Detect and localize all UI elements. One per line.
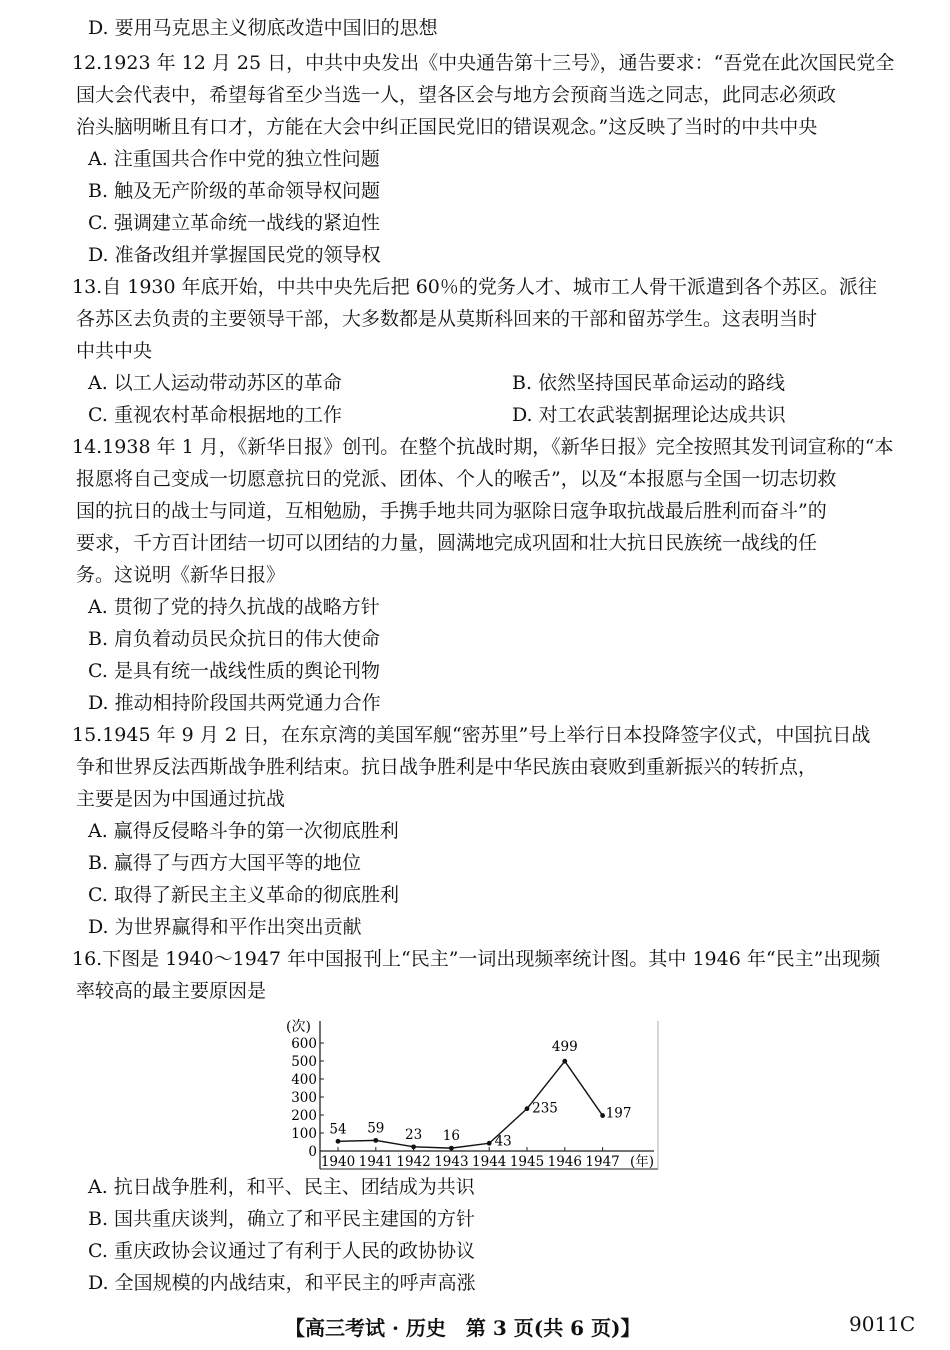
q13-stem-line-1: 13.自 1930 年底开始，中共中央先后把 60％的党务人才、城市工人骨干派遣到各个苏区。派往 (72, 271, 912, 303)
q15-option-c: C. 取得了新民主主义革命的彻底胜利 (88, 884, 399, 906)
data-point (411, 1144, 416, 1149)
q15-option-a: A. 赢得反侵略斗争的第一次彻底胜利 (88, 820, 399, 842)
data-label: 235 (532, 1100, 558, 1117)
q14-number: 14. (72, 436, 103, 458)
x-tick-label: 1943 (434, 1154, 469, 1170)
q13-option-c: C. 重视农村革命根据地的工作 (88, 404, 342, 426)
q15-stem-line-2: 争和世界反法西斯战争胜利结束。抗日战争胜利是中华民族由衰败到重新振兴的转折点， (76, 756, 818, 778)
q14-option-a: A. 贯彻了党的持久抗战的战略方针 (88, 596, 380, 618)
q14-stem-line-1: 14.1938 年 1 月，《新华日报》创刊。在整个抗战时期，《新华日报》完全按照其发刊词宣称的“本 (72, 431, 912, 463)
q12-option-c: C. 强调建立革命统一战线的紧迫性 (88, 212, 380, 234)
q16-number: 16. (72, 948, 103, 970)
x-tick-label: 1947 (585, 1154, 620, 1170)
data-label: 499 (551, 1039, 578, 1056)
data-label: 197 (605, 1105, 632, 1122)
x-tick-label: 1942 (396, 1154, 431, 1170)
data-label: 59 (367, 1120, 385, 1137)
y-tick-label: 500 (291, 1054, 317, 1070)
q12-stem-line-2: 国大会代表中，希望每省至少当选一人，望各区会与地方会预商当选之同志，此同志必须政 (76, 84, 837, 106)
q16-stem-line-1: 16.下图是 1940～1947 年中国报刊上“民主”一词出现频率统计图。其中 1946 年“民主”出现频 (72, 943, 912, 975)
paper-code: 9011C (849, 1312, 916, 1336)
q13-option-d: D. 对工农武装割据理论达成共识 (512, 404, 786, 426)
y-tick-label: 600 (291, 1036, 317, 1052)
y-tick-label: 400 (291, 1072, 317, 1088)
q15-stem-line-1: 15.1945 年 9 月 2 日，在东京湾的美国军舰“密苏里”号上举行日本投降签字仪式，中国抗日战 (72, 719, 912, 751)
q16-option-b: B. 国共重庆谈判，确立了和平民主建国的方针 (88, 1208, 476, 1230)
x-tick-label: 1941 (358, 1154, 393, 1170)
y-tick-label: 100 (291, 1126, 317, 1142)
q13-number: 13. (72, 276, 103, 298)
q14-option-c: C. 是具有统一战线性质的舆论刊物 (88, 660, 380, 682)
q15-option-b: B. 赢得了与西方大国平等的地位 (88, 852, 362, 874)
q12-option-b: B. 触及无产阶级的革命领导权问题 (88, 180, 381, 202)
q12-option-a: A. 注重国共合作中党的独立性问题 (88, 148, 380, 170)
q14-stem-line-4: 要求，千方百计团结一切可以团结的力量，圆满地完成巩固和壮大抗日民族统一战线的任 (76, 532, 818, 554)
q16-option-d: D. 全国规模的内战结束，和平民主的呼声高涨 (88, 1272, 476, 1294)
x-tick-label: 1945 (509, 1154, 545, 1170)
q13-stem-line-3: 中共中央 (76, 340, 153, 362)
q14-stem-line-2: 报愿将自己变成一切愿意抗日的党派、团体、个人的喉舌”，以及“本报愿与全国一切志切救 (76, 468, 837, 490)
x-tick-label: 1946 (547, 1154, 582, 1170)
data-label: 23 (405, 1126, 423, 1143)
data-point (487, 1141, 492, 1146)
q15-stem-line-3: 主要是因为中国通过抗战 (76, 788, 286, 810)
y-tick-label: 200 (291, 1108, 317, 1124)
q12-number: 12. (72, 52, 103, 74)
y-tick-label: 0 (308, 1144, 317, 1160)
data-label: 54 (329, 1121, 347, 1138)
q13-stem-line-2: 各苏区去负责的主要领导干部，大多数都是从莫斯科回来的干部和留苏学生。这表明当时 (76, 308, 818, 330)
chart-svg (282, 1017, 662, 1171)
data-point (449, 1146, 454, 1151)
q13-option-a: A. 以工人运动带动苏区的革命 (88, 372, 342, 394)
q15-option-d: D. 为世界赢得和平作出突出贡献 (88, 916, 362, 938)
q13-option-b: B. 依然坚持国民革命运动的路线 (512, 372, 786, 394)
data-label: 43 (494, 1133, 512, 1150)
data-point (373, 1138, 378, 1143)
q12-stem-line-1: 12.1923 年 12 月 25 日，中共中央发出《中央通告第十三号》，通告要求：“吾党在此次国民党全 (72, 47, 912, 79)
x-tick-label: 1940 (320, 1154, 356, 1170)
q14-option-b: B. 肩负着动员民众抗日的伟大使命 (88, 628, 381, 650)
data-label: 16 (442, 1128, 460, 1145)
q16-option-c: C. 重庆政协会议通过了有利于人民的政协协议 (88, 1240, 475, 1262)
democracy-frequency-chart (282, 1017, 662, 1171)
data-point (336, 1139, 341, 1144)
q12-stem-line-3: 治头脑明晰且有口才，方能在大会中纠正国民党旧的错误观念。”这反映了当时的中共中央 (76, 116, 818, 138)
data-point (562, 1059, 567, 1064)
x-tick-label: 1944 (472, 1154, 507, 1170)
data-point (600, 1113, 605, 1118)
q14-option-d: D. 推动相持阶段国共两党通力合作 (88, 692, 381, 714)
q12-option-d: D. 准备改组并掌握国民党的领导权 (88, 244, 381, 266)
x-axis-label: (年) (629, 1154, 655, 1170)
q14-stem-line-3: 国的抗日的战士与同道，互相勉励，手携手地共同为驱除日寇争取抗战最后胜利而奋斗”的 (76, 500, 827, 522)
page-footer: 【高三考试 · 历史 第 3 页(共 6 页)】 (285, 1316, 641, 1340)
data-point (525, 1106, 530, 1111)
y-tick-label: 300 (291, 1090, 317, 1106)
y-axis-label: (次) (286, 1019, 311, 1035)
q14-stem-line-5: 务。这说明《新华日报》 (76, 564, 286, 586)
q16-stem-line-2: 率较高的最主要原因是 (76, 980, 267, 1002)
q16-option-a: A. 抗日战争胜利，和平、民主、团结成为共识 (88, 1176, 475, 1198)
q15-number: 15. (72, 724, 103, 746)
q11-option-d: D. 要用马克思主义彻底改造中国旧的思想 (88, 17, 438, 39)
